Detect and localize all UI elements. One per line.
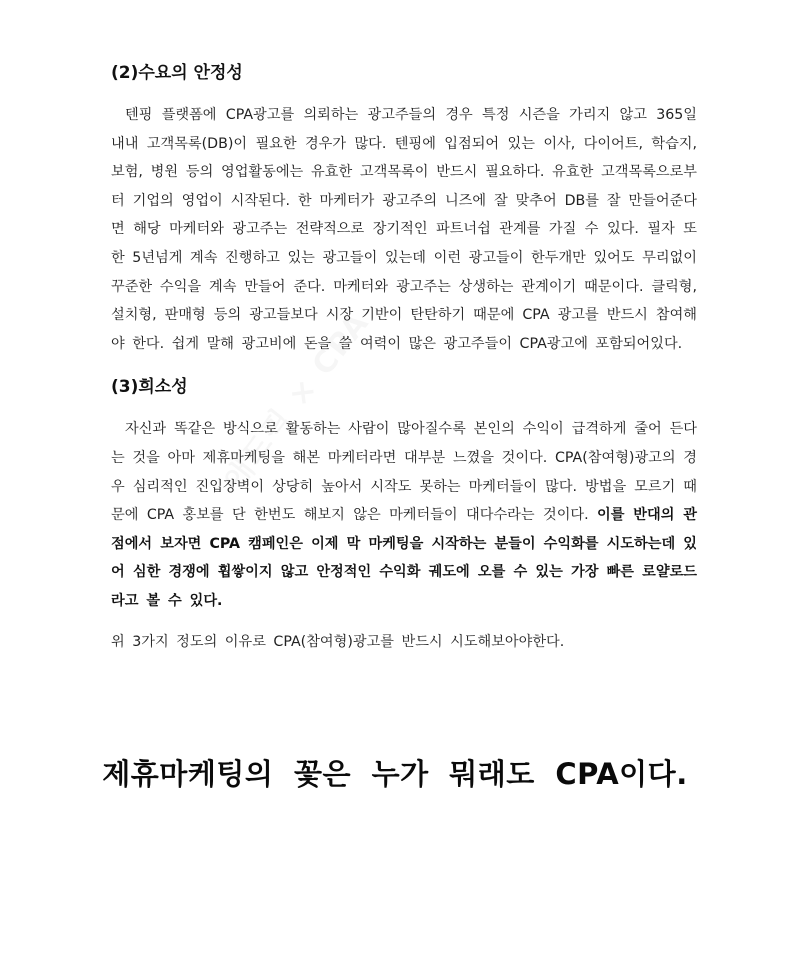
- section-paragraph: [111, 101, 697, 358]
- conclusion-sentence: 위 3가지 정도의 이유로 CPA(참여형)광고를 반드시 시도해보아야한다.: [111, 633, 565, 650]
- document-body: [111, 58, 697, 670]
- section-paragraph: [111, 415, 697, 615]
- paragraph-text: 텐핑 플랫폼에 CPA광고를 의뢰하는 광고주들의 경우 특정 시즌을 가리지 않고 365일 내내 고객목록(DB)이 필요한 경우가 많다. 텐핑에 입점되어 있는 이사, 다이어트, 학습지, 보험, 병원 등의 영업활동에는 유효한 고객목록이 반드시 필요하다. 유효한 고객목록으로부터 기업의 영업이 시작된다. 한 마케터가 광고주의 니즈에 잘 맞추어 DB를 잘 만들어준다면 해당 마케터와 광고주는 전략적으로 장기적인 파트너쉽 관계를 가질 수 있다. 필자 또한 5년넘게 계속 진행하고 있는 광고들이 있는데 이런 광고들이 한두개만 있어도 무리없이 꾸준한 수익을 계속 만들어 준다. 마케터와 광고주는 상생하는 관계이기 때문이다. 클릭형, 설치형, 판매형 등의 광고들보다 시장 기반이 탄탄하기 때문에 CPA 광고를 반드시 참여해야 한다. 쉽게 말해 광고비에 돈을 쓸 여력이 많은 광고주들이 CPA광고에 포함되어있다.: [111, 107, 697, 352]
- paragraph-emphasis: 이를 반대의 관점에서 보자면 CPA 캠페인은 이제 막 마케팅을 시작하는 분들이 수익화를 시도하는데 있어 심한 경쟁에 휩쌓이지 않고 안정적인 수익화 궤도에 오를 수 있는 가장 빠른 로얄로드라고 볼 수 있다.: [111, 507, 697, 609]
- conclusion-text: [111, 628, 697, 656]
- closing-headline: 제휴마케팅의 꽃은 누가 뭐래도 CPA이다.: [102, 757, 688, 791]
- section-scarcity: [111, 372, 697, 615]
- section-heading: (3)희소성: [111, 377, 188, 398]
- section-heading: (2)수요의 안정성: [111, 63, 243, 83]
- section-demand-stability: [111, 58, 697, 358]
- paragraph-text: 자신과 똑같은 방식으로 활동하는 사람이 많아질수록 본인의 수익이 급격하게 줄어 든다는 것을 아마 제휴마케팅을 해본 마케터라면 대부분 느꼈을 것이다. CPA(참여형)광고의 경우 심리적인 진입장벽이 상당히 높아서 시작도 못하는 마케터들이 많다. 방법을 모르기 때문에 CPA 홍보를 단 한번도 해보지 않은 마케터들이 대다수라는 것이다.: [111, 421, 697, 524]
